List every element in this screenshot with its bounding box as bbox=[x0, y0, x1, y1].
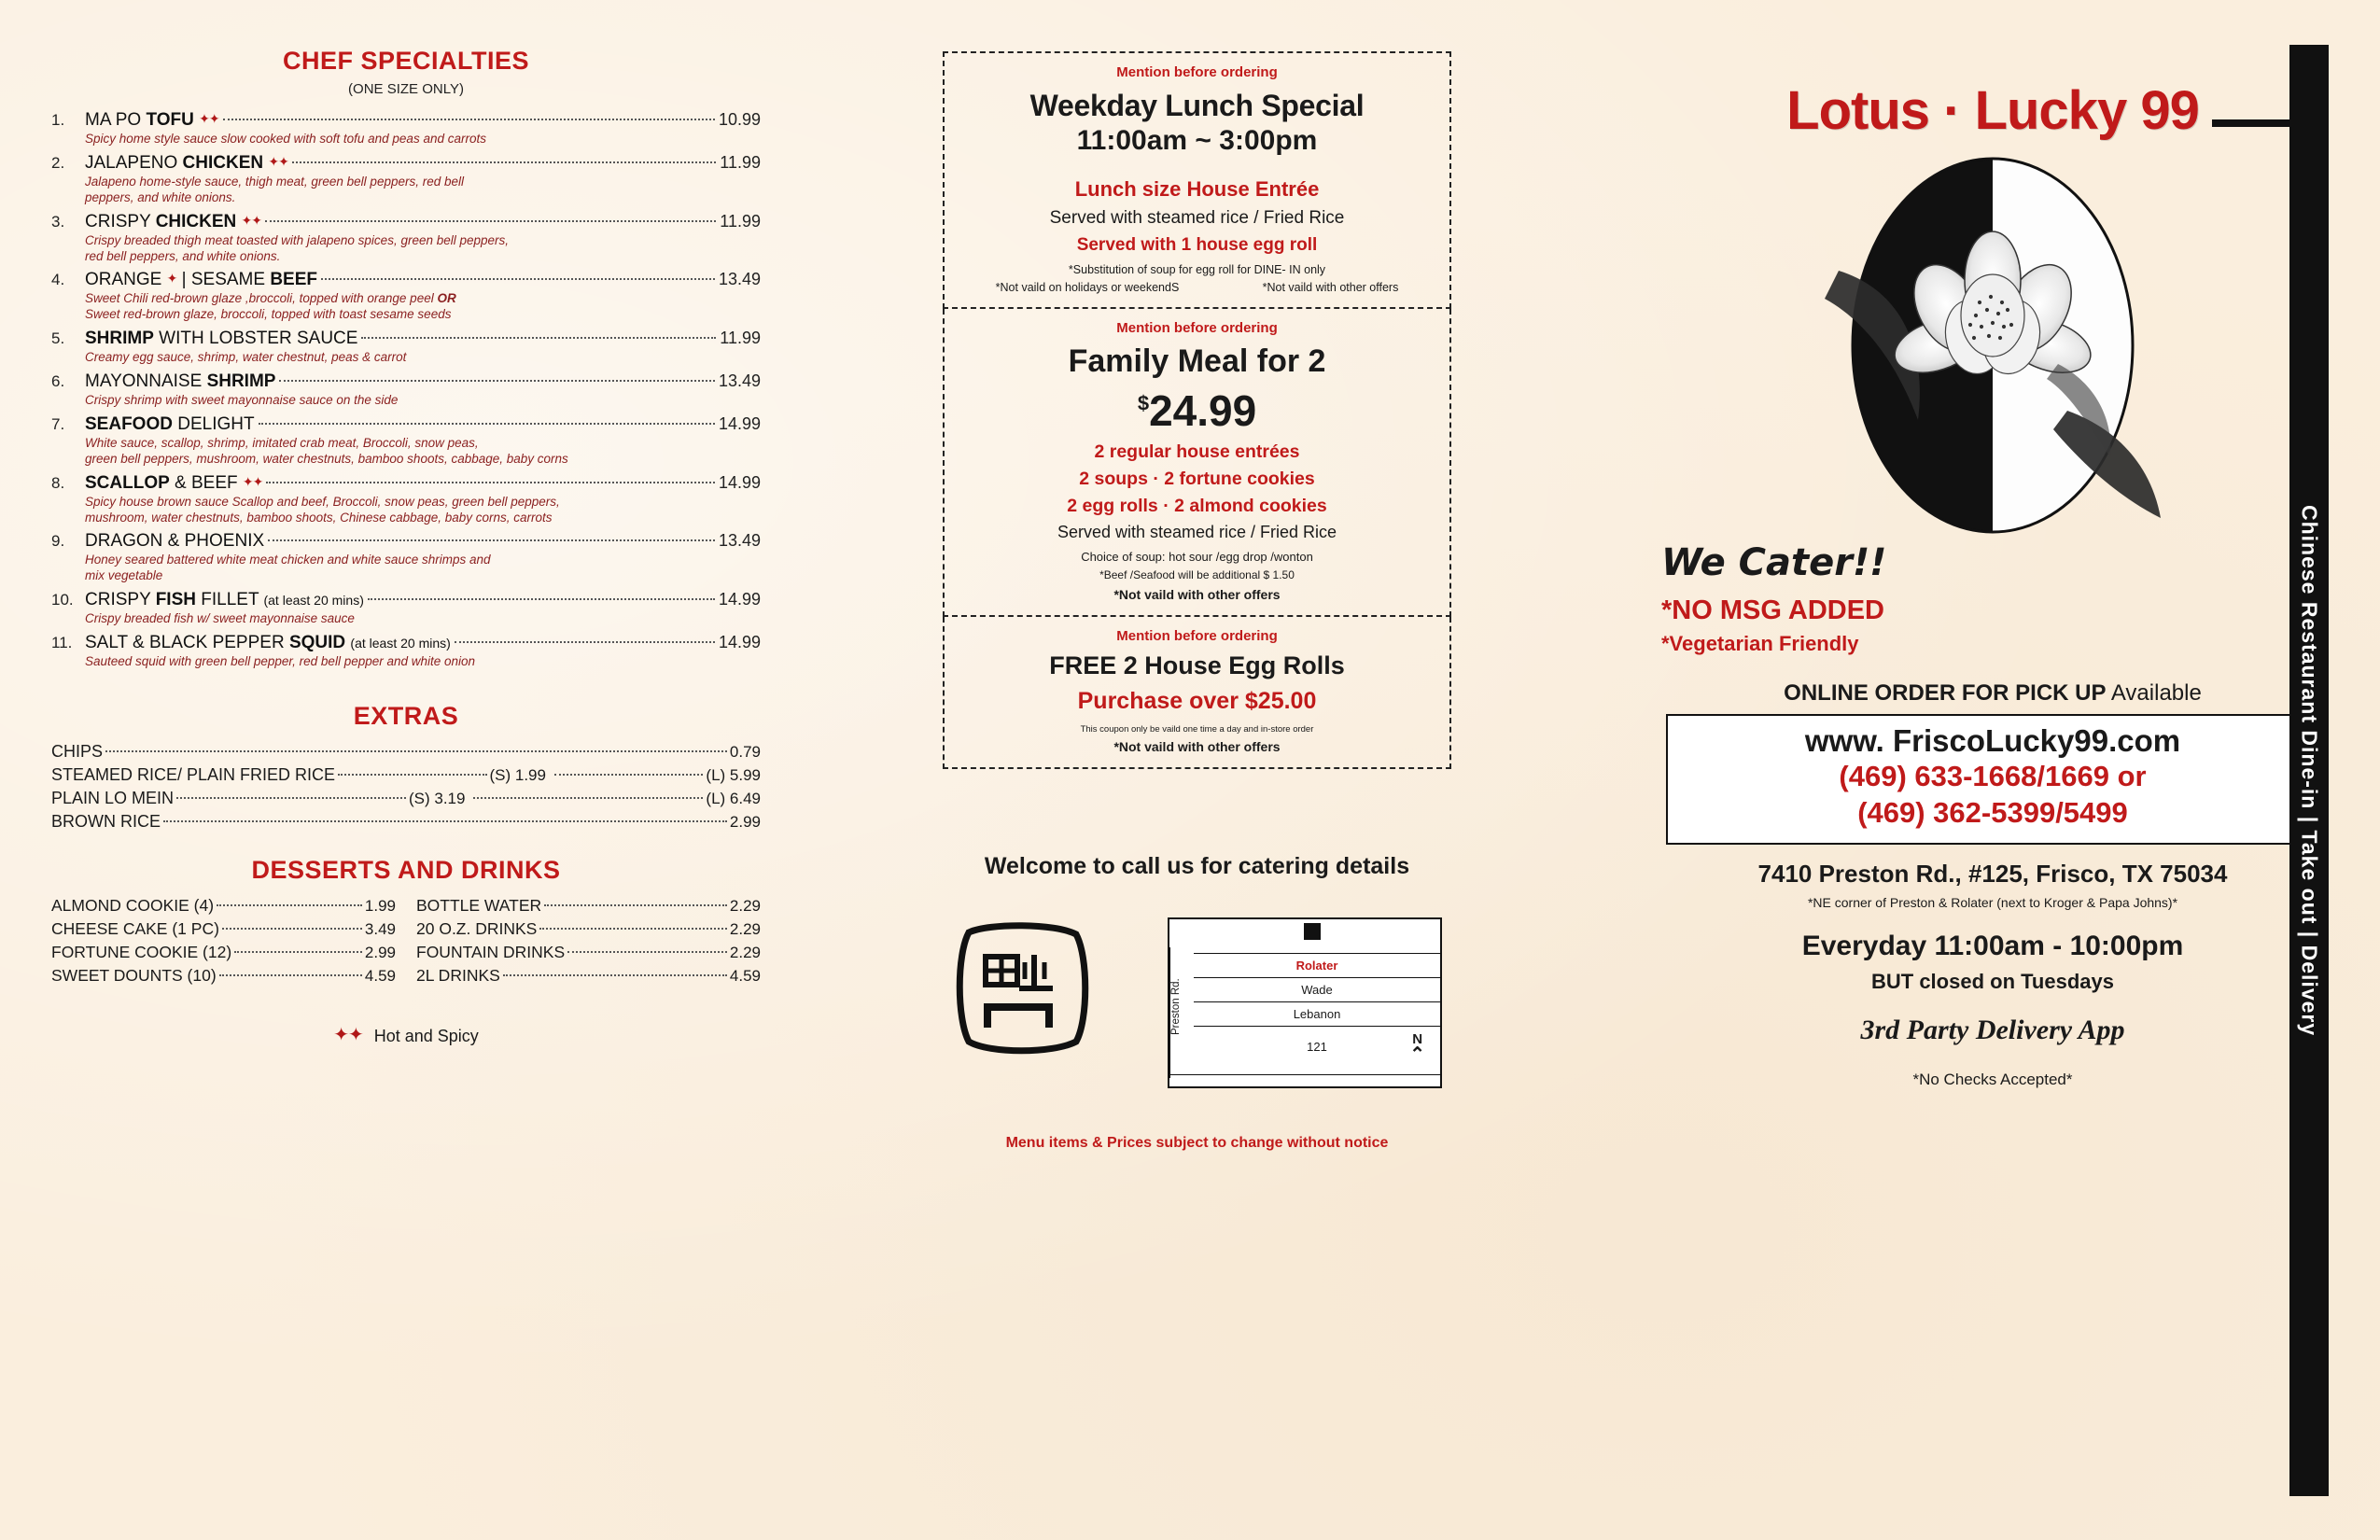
menu-item bbox=[51, 414, 761, 468]
dessert-row bbox=[51, 896, 396, 916]
leader-dots bbox=[279, 380, 714, 382]
coupon2-mention: Mention before ordering bbox=[1116, 320, 1278, 337]
coupon2-soup: Choice of soup: hot sour /egg drop /wonton bbox=[1081, 550, 1313, 565]
top-accent-bar bbox=[2212, 119, 2329, 127]
coupon3-mention: Mention before ordering bbox=[1116, 628, 1278, 645]
desserts-section bbox=[51, 856, 761, 986]
dessert-name: SWEET DOUNTS (10) bbox=[51, 965, 217, 985]
menu-item-description: Spicy home style sauce slow cooked with soft tofu and peas and carrots bbox=[85, 132, 486, 146]
leader-dots bbox=[473, 797, 703, 799]
menu-item-price: 14.99 bbox=[718, 590, 761, 609]
dessert-row bbox=[416, 943, 761, 962]
menu-item-name: DRAGON & PHOENIX bbox=[85, 531, 265, 552]
menu-item-description: Sauteed squid with green bell pepper, red bell pepper and white onion bbox=[85, 654, 476, 668]
menu-item-number: 6. bbox=[51, 372, 65, 390]
closed-days: BUT closed on Tuesdays bbox=[1871, 969, 2114, 993]
dessert-name: FOUNTAIN DRINKS bbox=[416, 942, 566, 961]
coupon1-time: 11:00am ~ 3:00pm bbox=[1076, 125, 1318, 157]
menu-item-number: 9. bbox=[51, 532, 65, 551]
menu-item-name: SCALLOP & BEEF ✦✦ bbox=[85, 472, 263, 493]
extras-name: STEAMED RICE/ PLAIN FRIED RICE bbox=[51, 764, 336, 784]
menu-item-name: CRISPY CHICKEN ✦✦ bbox=[85, 211, 261, 231]
menu-item bbox=[51, 110, 761, 147]
dessert-row bbox=[51, 943, 396, 962]
leader-dots bbox=[368, 598, 715, 600]
menu-item-price: 10.99 bbox=[718, 110, 761, 129]
north-arrow-icon: ⌃ bbox=[1409, 1044, 1425, 1066]
coupon1-served: Served with steamed rice / Fried Rice bbox=[1049, 208, 1345, 229]
coupon1-title: Weekday Lunch Special bbox=[1029, 89, 1365, 122]
dessert-name: BOTTLE WATER bbox=[416, 895, 542, 915]
extras-row bbox=[51, 765, 761, 785]
menu-item bbox=[51, 590, 761, 627]
right-column bbox=[1624, 37, 2361, 1512]
extras-price: (L) 5.99 bbox=[706, 765, 762, 784]
menu-item-name: ORANGE ✦ | SESAME BEEF bbox=[85, 270, 318, 290]
coupon2-line1: 2 regular house entrées bbox=[1094, 441, 1300, 463]
menu-item-name: SHRIMP WITH LOBSTER SAUCE bbox=[85, 329, 358, 349]
chinese-seal-icon bbox=[952, 917, 1092, 1057]
dessert-price: 4.59 bbox=[364, 966, 396, 985]
no-checks-note: *No Checks Accepted* bbox=[1912, 1070, 2073, 1088]
coupon1-mention: Mention before ordering bbox=[1116, 64, 1278, 80]
menu-item-price: 14.99 bbox=[718, 472, 761, 492]
menu-item-name: SALT & BLACK PEPPER SQUID (at least 20 mins) bbox=[85, 633, 451, 652]
coupon-family-meal bbox=[943, 309, 1451, 617]
leader-dots bbox=[266, 482, 715, 483]
leader-dots bbox=[223, 119, 715, 120]
extras-row bbox=[51, 812, 761, 832]
coupon2-title: Family Meal for 2 bbox=[1068, 343, 1326, 380]
menu-item-price: 13.49 bbox=[718, 270, 761, 289]
dessert-price: 2.29 bbox=[729, 896, 761, 915]
extras-small-price: (S) 1.99 bbox=[489, 765, 546, 784]
online-order-line bbox=[1624, 680, 2361, 707]
lotus-logo bbox=[1787, 149, 2198, 541]
menu-item-number: 4. bbox=[51, 271, 65, 289]
dessert-price: 4.59 bbox=[729, 966, 761, 985]
map-street-wade: Wade bbox=[1194, 978, 1440, 1002]
extras-row bbox=[51, 742, 761, 762]
menu-item-number: 1. bbox=[51, 111, 65, 129]
location-map bbox=[1168, 917, 1442, 1088]
dessert-name: ALMOND COOKIE (4) bbox=[51, 895, 215, 915]
menu-item bbox=[51, 270, 761, 323]
extras-row bbox=[51, 789, 761, 808]
price-disclaimer: Menu items & Prices subject to change without notice bbox=[1005, 1135, 1389, 1152]
coupon-free-egg-rolls bbox=[943, 617, 1451, 769]
coupon2-beef: *Beef /Seafood will be additional $ 1.50 bbox=[1099, 568, 1295, 582]
menu-item-name: MAYONNAISE SHRIMP bbox=[85, 371, 276, 391]
map-street-121: 121 bbox=[1307, 1040, 1327, 1055]
leader-dots bbox=[539, 928, 727, 930]
menu-item bbox=[51, 473, 761, 526]
map-marker-icon bbox=[1304, 923, 1321, 940]
map-bottom-bar bbox=[1169, 1074, 1440, 1086]
coupon-weekday-lunch bbox=[943, 51, 1451, 309]
menu-item-description: Creamy egg sauce, shrimp, water chestnut, peas & carrot bbox=[85, 350, 407, 365]
menu-item-name: SEAFOOD DELIGHT bbox=[85, 413, 255, 434]
coupon3-note: *Not vaild with other offers bbox=[1113, 739, 1281, 755]
dessert-row bbox=[416, 919, 761, 939]
map-north-indicator bbox=[1409, 1031, 1425, 1066]
coupon2-currency: $ bbox=[1137, 392, 1150, 416]
leader-dots bbox=[219, 974, 362, 976]
menu-item-description: Honey seared battered white meat chicken and white sauce shrimps and mix vegetable bbox=[85, 553, 491, 583]
spicy-legend-label: Hot and Spicy bbox=[373, 1026, 479, 1045]
extras-section bbox=[51, 702, 761, 832]
chili-pepper-icon: ✦✦ bbox=[199, 111, 219, 126]
leader-dots bbox=[567, 951, 727, 953]
dessert-name: FORTUNE COOKIE (12) bbox=[51, 942, 232, 961]
menu-item-number: 8. bbox=[51, 473, 65, 492]
leader-dots bbox=[321, 278, 715, 280]
menu-item-description: Jalapeno home-style sauce, thigh meat, green bell peppers, red bell peppers, and white onions. bbox=[85, 174, 464, 204]
menu-item bbox=[51, 153, 761, 206]
third-party-delivery: 3rd Party Delivery App bbox=[1860, 1014, 2125, 1045]
leader-dots bbox=[163, 820, 727, 822]
chef-specialties-list bbox=[51, 110, 761, 670]
phone-number-2[interactable]: (469) 362-5399/5499 bbox=[1857, 795, 2128, 829]
extras-small-price: (S) 3.19 bbox=[408, 789, 466, 807]
menu-item-description: Crispy breaded fish w/ sweet mayonnaise sauce bbox=[85, 611, 355, 626]
menu-item-description: White sauce, scallop, shrimp, imitated crab meat, Broccoli, snow peas, green bell peppers, mushroom, water chestnuts, bamboo shoots, cabbage, baby corns bbox=[85, 435, 568, 466]
menu-item-price: 13.49 bbox=[718, 531, 761, 551]
extras-name: PLAIN LO MEIN bbox=[51, 788, 175, 807]
dessert-name: 20 O.Z. DRINKS bbox=[416, 918, 538, 938]
dessert-row bbox=[416, 896, 761, 916]
menu-item bbox=[51, 633, 761, 670]
dessert-price: 2.29 bbox=[729, 943, 761, 961]
coupon3-sub: Purchase over $25.00 bbox=[1077, 688, 1317, 715]
menu-item bbox=[51, 371, 761, 409]
dessert-row bbox=[416, 966, 761, 986]
leader-dots bbox=[455, 641, 715, 643]
coupon3-title: FREE 2 House Egg Rolls bbox=[1049, 651, 1345, 680]
leader-dots bbox=[544, 904, 727, 906]
no-msg-note: *NO MSG ADDED bbox=[1661, 595, 1884, 625]
coupon2-amount: 24.99 bbox=[1149, 386, 1257, 436]
catering-callout: Welcome to call us for catering details bbox=[984, 853, 1410, 880]
website-url[interactable]: www. FriscoLucky99.com bbox=[1804, 723, 2181, 758]
chili-pepper-icon: ✦✦ bbox=[268, 153, 288, 169]
menu-item-name: CRISPY FISH FILLET (at least 20 mins) bbox=[85, 590, 364, 610]
menu-item-number: 2. bbox=[51, 153, 65, 172]
business-hours: Everyday 11:00am - 10:00pm bbox=[1801, 930, 2184, 961]
leader-dots bbox=[105, 750, 727, 752]
menu-item-name: MA PO TOFU ✦✦ bbox=[85, 110, 219, 130]
we-cater-headline: We Cater!! bbox=[1661, 541, 1887, 584]
menu-item bbox=[51, 329, 761, 366]
restaurant-name: Lotus · Lucky 99 bbox=[1786, 80, 2199, 141]
dessert-price: 2.29 bbox=[729, 919, 761, 938]
coupon1-note1: *Substitution of soup for egg roll for DINE- IN only bbox=[1068, 263, 1326, 277]
extras-name: BROWN RICE bbox=[51, 811, 161, 831]
leader-dots bbox=[222, 928, 362, 930]
menu-item-number: 7. bbox=[51, 414, 65, 433]
dessert-row bbox=[51, 919, 396, 939]
leader-dots bbox=[217, 904, 362, 906]
leader-dots bbox=[338, 774, 486, 776]
dessert-price: 1.99 bbox=[364, 896, 396, 915]
menu-item-number: 11. bbox=[51, 634, 73, 651]
map-preston-label: Preston Rd. bbox=[1169, 947, 1194, 1078]
menu-item-price: 11.99 bbox=[720, 152, 761, 172]
chili-pepper-icon: ✦✦ bbox=[333, 1024, 363, 1045]
extras-heading: EXTRAS bbox=[353, 701, 459, 730]
leader-dots bbox=[234, 951, 362, 953]
coupon1-note2a: *Not vaild on holidays or weekendS bbox=[995, 281, 1180, 295]
extras-price: (L) 6.49 bbox=[706, 789, 761, 807]
leader-dots bbox=[503, 974, 727, 976]
menu-item-price: 11.99 bbox=[720, 329, 761, 348]
coupon1-entree: Lunch size House Entrée bbox=[1074, 177, 1320, 202]
map-street-lebanon: Lebanon bbox=[1194, 1002, 1440, 1027]
online-order-bold: ONLINE ORDER FOR PICK UP bbox=[1784, 680, 2107, 706]
menu-item-name: JALAPENO CHICKEN ✦✦ bbox=[85, 152, 288, 173]
menu-item-description: Crispy breaded thigh meat toasted with jalapeno spices, green bell peppers, red bell peppers, and white onions. bbox=[85, 232, 510, 263]
address-note: *NE corner of Preston & Rolater (next to Kroger & Papa Johns)* bbox=[1807, 894, 2178, 910]
menu-item-description: Spicy house brown sauce Scallop and beef, Broccoli, snow peas, green bell peppers, mushroom, water chestnuts, bamboo shoots, Chinese cabbage, baby corns, carrots bbox=[85, 494, 560, 525]
coupon2-line3: 2 egg rolls · 2 almond cookies bbox=[1067, 496, 1327, 517]
leader-dots bbox=[554, 774, 703, 776]
coupon1-served-red: Served with 1 house egg roll bbox=[1076, 235, 1318, 256]
menu-item-price: 11.99 bbox=[720, 211, 761, 231]
map-north-label: N bbox=[1412, 1031, 1423, 1048]
desserts-list bbox=[51, 896, 761, 986]
leader-dots bbox=[292, 161, 716, 163]
menu-item-number: 3. bbox=[51, 212, 65, 231]
dessert-price: 2.99 bbox=[364, 943, 396, 961]
dessert-name: CHEESE CAKE (1 PC) bbox=[51, 918, 219, 938]
desserts-heading: DESSERTS AND DRINKS bbox=[251, 855, 561, 884]
center-bottom-row bbox=[943, 917, 1451, 1088]
spicy-legend bbox=[51, 1025, 761, 1048]
dessert-row bbox=[51, 966, 396, 986]
menu-item-description: Crispy shrimp with sweet mayonnaise sauce on the side bbox=[85, 393, 399, 407]
coupon2-line2: 2 soups · 2 fortune cookies bbox=[1079, 469, 1315, 490]
street-address: 7410 Preston Rd., #125, Frisco, TX 75034 bbox=[1757, 859, 2228, 888]
leader-dots bbox=[361, 337, 716, 339]
chili-pepper-icon: ✦✦ bbox=[241, 212, 261, 228]
dessert-name: 2L DRINKS bbox=[416, 965, 500, 985]
dessert-price: 3.49 bbox=[364, 919, 396, 938]
leader-dots bbox=[259, 423, 715, 425]
menu-item-price: 14.99 bbox=[718, 413, 761, 433]
extras-price: 0.79 bbox=[729, 742, 761, 761]
menu-item bbox=[51, 212, 761, 265]
extras-name: CHIPS bbox=[51, 741, 104, 761]
phone-number-1[interactable]: (469) 633-1668/1669 or bbox=[1839, 760, 2147, 792]
contact-box bbox=[1666, 714, 2319, 845]
menu-item bbox=[51, 531, 761, 584]
coupon2-notvalid: *Not vaild with other offers bbox=[1113, 587, 1281, 603]
map-street-rolater: Rolater bbox=[1194, 954, 1440, 978]
side-tab-label: Chinese Restaurant Dine-in | Take out | Delivery bbox=[2297, 504, 2322, 1037]
coupon3-fine: This coupon only be vaild one time a day and in-store order bbox=[1080, 724, 1314, 735]
menu-item-number: 10. bbox=[51, 591, 74, 609]
menu-item-price: 14.99 bbox=[718, 633, 761, 651]
online-order-available: Available bbox=[2106, 680, 2202, 706]
vegetarian-note: *Vegetarian Friendly bbox=[1661, 632, 1859, 655]
coupon2-serve: Served with steamed rice / Fried Rice bbox=[1057, 523, 1337, 542]
extras-list bbox=[51, 742, 761, 832]
leader-dots bbox=[176, 797, 406, 799]
left-column bbox=[51, 47, 761, 1512]
leader-dots bbox=[265, 220, 716, 222]
menu-item-description: Sweet Chili red-brown glaze ,broccoli, topped with orange peel OR Sweet red-brown glaze, broccoli, topped with toast sesame seeds bbox=[85, 291, 456, 322]
chef-specialties-subheading: (ONE SIZE ONLY) bbox=[348, 81, 464, 97]
leader-dots bbox=[268, 539, 715, 541]
center-column bbox=[943, 51, 1451, 1152]
menu-item-price: 13.49 bbox=[718, 371, 761, 390]
chef-specialties-heading: CHEF SPECIALTIES bbox=[282, 47, 530, 75]
extras-price: 2.99 bbox=[729, 812, 761, 831]
coupon2-price bbox=[954, 385, 1440, 436]
chili-pepper-icon: ✦✦ bbox=[242, 473, 263, 489]
menu-item-number: 5. bbox=[51, 329, 65, 348]
coupon1-note2b: *Not vaild with other offers bbox=[1262, 281, 1399, 295]
